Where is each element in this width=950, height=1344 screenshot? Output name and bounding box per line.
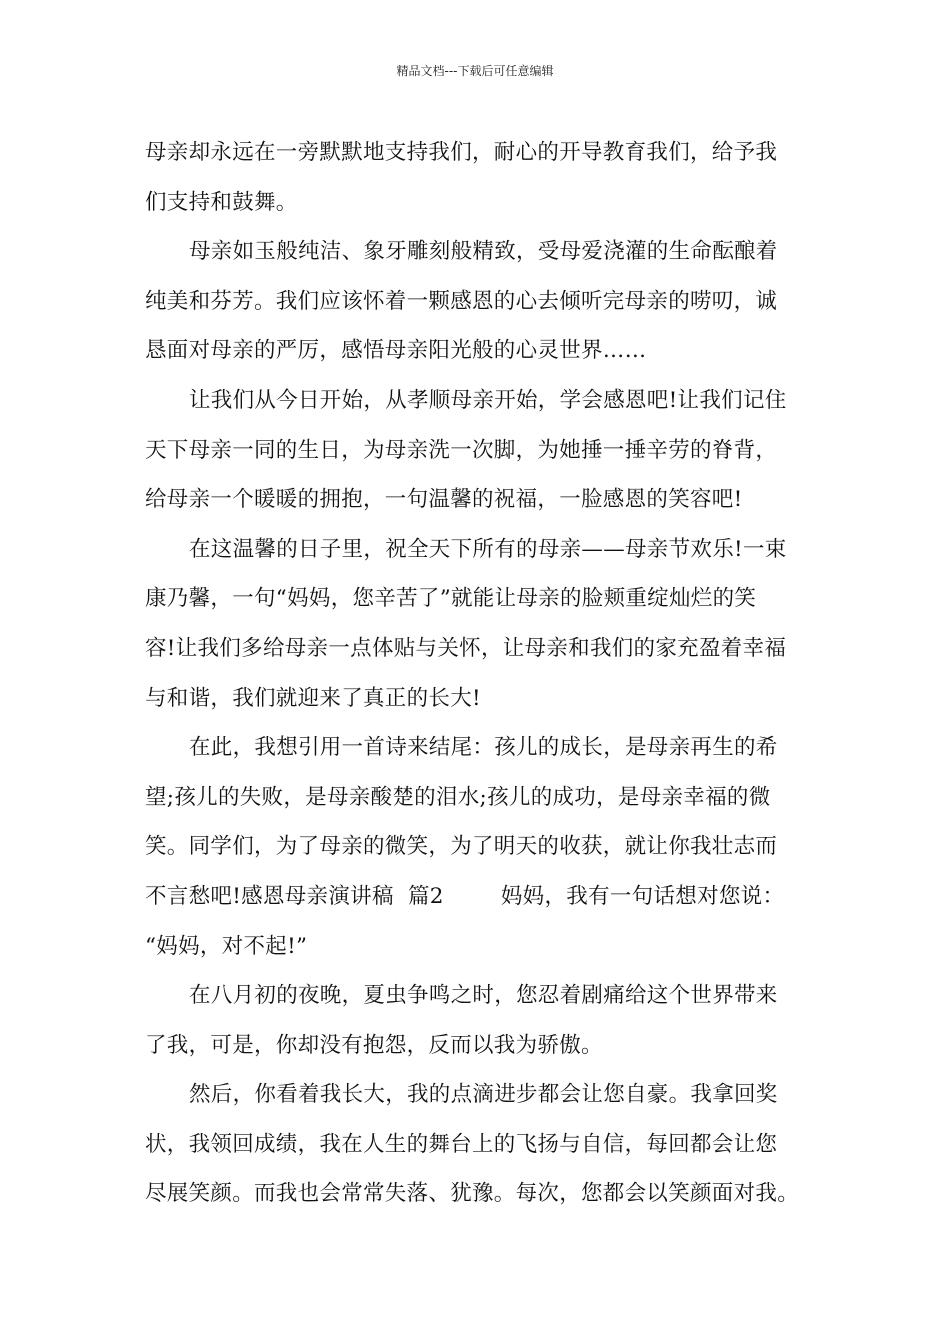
paragraph-start-line: 让我们从今日开始，从孝顺母亲开始，学会感恩吧!让我们记住 xyxy=(189,387,787,413)
text-line: 状，我领回成绩，我在人生的舞台上的飞扬与自信，每回都会让您 xyxy=(145,1131,778,1157)
text-line: 容!让我们多给母亲一点体贴与关怀，让母亲和我们的家充盈着幸福 xyxy=(145,635,787,661)
text-line: 了我，可是，你却没有抱怨，反而以我为骄傲。 xyxy=(145,1032,603,1058)
text-line: “妈妈，对不起!” xyxy=(145,933,308,959)
text-line: 恳面对母亲的严厉，感悟母亲阳光般的心灵世界…… xyxy=(145,338,647,364)
text-line: 与和谐，我们就迎来了真正的长大! xyxy=(145,685,481,711)
paragraph-start-line: 然后，你看着我长大，我的点滴进步都会让您自豪。我拿回奖 xyxy=(189,1082,778,1108)
page-header: 精品文档---下载后可任意编辑 xyxy=(396,64,554,78)
document-body xyxy=(145,128,825,1219)
paragraph-start-line: 在此，我想引用一首诗来结尾：孩儿的成长，是母亲再生的希 xyxy=(189,735,778,761)
text-line: 笑。同学们，为了母亲的微笑，为了明天的收获，就让你我壮志而 xyxy=(145,834,778,860)
text-line: 望;孩儿的失败，是母亲酸楚的泪水;孩儿的成功，是母亲幸福的微 xyxy=(145,784,771,810)
text-line: 康乃馨，一句“妈妈，您辛苦了”就能让母亲的脸颊重绽灿烂的笑 xyxy=(145,586,757,612)
text-line: 母亲却永远在一旁默默地支持我们，耐心的开导教育我们，给予我 xyxy=(145,140,778,165)
text-line: 纯美和芬芳。我们应该怀着一颗感恩的心去倾听完母亲的唠叨，诚 xyxy=(145,288,778,314)
text-line: 不言愁吧!感恩母亲演讲稿 篇2 妈妈，我有一句话想对您说： xyxy=(145,883,785,909)
paragraph-start-line: 在这温馨的日子里，祝全天下所有的母亲——母亲节欢乐!一束 xyxy=(189,536,787,562)
text-line: 们支持和鼓舞。 xyxy=(145,189,298,215)
text-line: 天下母亲一同的生日，为母亲洗一次脚，为她捶一捶辛劳的脊背， xyxy=(145,437,778,463)
paragraph-start-line: 母亲如玉般纯洁、象牙雕刻般精致，受母爱浇灌的生命酝酿着 xyxy=(189,239,778,265)
paragraph-start-line: 在八月初的夜晚，夏虫争鸣之时，您忍着剧痛给这个世界带来 xyxy=(189,983,778,1009)
text-line: 给母亲一个暖暖的拥抱，一句温馨的祝福，一脸感恩的笑容吧! xyxy=(145,487,743,513)
text-line: 尽展笑颜。而我也会常常失落、犹豫。每次，您都会以笑颜面对我。 xyxy=(145,1181,800,1207)
